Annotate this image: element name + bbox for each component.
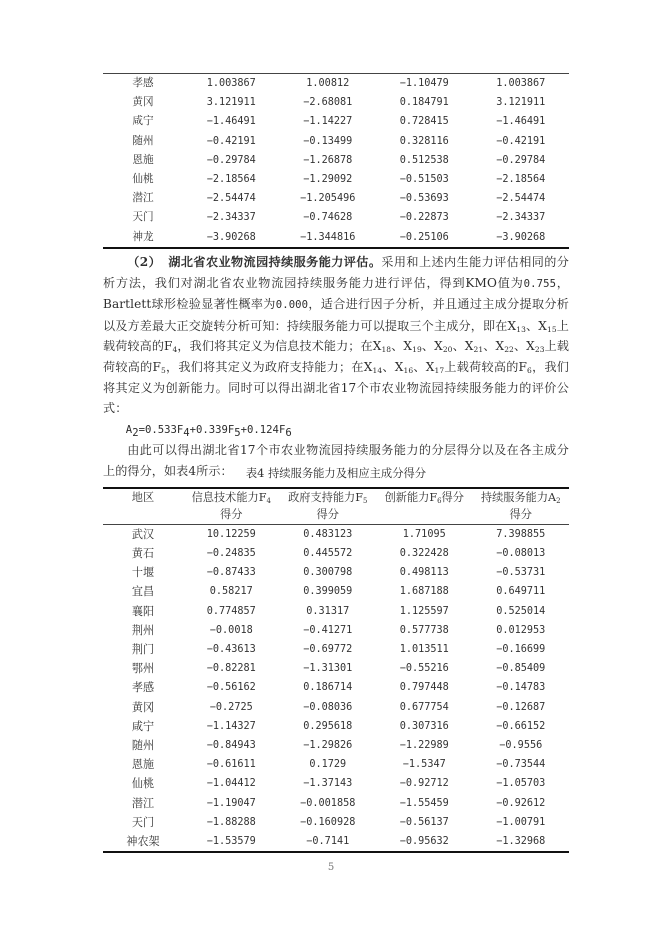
var-x19-sub: 19 bbox=[412, 345, 422, 355]
table-cell-value: −0.74628 bbox=[303, 212, 353, 224]
formula-lhs-sub: 2 bbox=[132, 426, 139, 439]
table-row bbox=[103, 112, 569, 131]
table-cell-value: −2.54474 bbox=[496, 193, 546, 205]
table-cell-value: 7.398855 bbox=[496, 528, 546, 540]
table-cell-value: −0.43613 bbox=[206, 644, 256, 656]
var-x21-sub: 21 bbox=[473, 345, 484, 355]
table-cell-value: 0.797448 bbox=[399, 682, 449, 694]
section-body-6: ，我们将其定义为信息技术能力；在X bbox=[177, 339, 382, 354]
formula-term1-sub: 4 bbox=[183, 426, 190, 439]
table-cell-value: −1.29826 bbox=[303, 740, 353, 752]
th-region: 地区 bbox=[131, 491, 155, 504]
kmo-value: 0.755 bbox=[523, 277, 557, 290]
evaluation-formula bbox=[103, 419, 569, 441]
sep-3: 、X bbox=[452, 339, 474, 354]
section-body-4: 、X bbox=[525, 318, 547, 333]
table-cell-value: 1.687188 bbox=[399, 586, 449, 598]
section-body-1: 采用和上述内生能力评估相同的分析方法，我们对湖北省农业物流园持续服务能力进行评估，得到KMO值为 bbox=[103, 255, 569, 290]
var-x18-sub: 18 bbox=[381, 345, 392, 355]
var-x15-sub: 15 bbox=[546, 324, 557, 334]
var-x16-sub: 16 bbox=[403, 366, 414, 376]
table-cell-region: 襄阳 bbox=[131, 604, 155, 618]
table-row bbox=[103, 813, 569, 832]
table-cell-value: 0.322428 bbox=[399, 548, 449, 560]
table-cell-value: −0.08036 bbox=[303, 701, 353, 713]
table-row bbox=[103, 582, 569, 601]
var-x22-sub: 22 bbox=[504, 345, 514, 355]
th-a2-sub: 2 bbox=[556, 496, 561, 505]
table-cell-region: 武汉 bbox=[131, 527, 155, 541]
table-cell-value: 1.003867 bbox=[496, 78, 546, 89]
table-cell-value: 10.12259 bbox=[206, 528, 256, 540]
table-row bbox=[103, 774, 569, 793]
section-body-7: 上载荷较高的F bbox=[103, 339, 570, 374]
table-4-block bbox=[103, 465, 569, 853]
table-cell-value: −1.46491 bbox=[496, 116, 546, 128]
section-body-10: ，我们将其定义为创新能力。同时可以得出湖北省17个市农业物流园持续服务能力的评价公式： bbox=[103, 359, 570, 416]
table-cell-value: −1.88288 bbox=[206, 816, 256, 828]
sep-4: 、X bbox=[483, 339, 505, 354]
table-cell-value: 0.399059 bbox=[303, 586, 353, 598]
table-row bbox=[103, 151, 569, 170]
table-cell-value: −1.29092 bbox=[303, 174, 353, 186]
table-cell-value: −1.26878 bbox=[303, 154, 353, 166]
table-cell-region: 咸宁 bbox=[131, 719, 155, 733]
table-cell-value: −1.5347 bbox=[402, 759, 446, 771]
table-cell-value: 0.58217 bbox=[209, 586, 253, 598]
table-cell-value: 0.577738 bbox=[399, 624, 449, 636]
table-cell-value: −0.160928 bbox=[300, 816, 356, 828]
table-4-bottom-rule bbox=[103, 851, 569, 853]
th-f4: 信息技术能力$F_4$ bbox=[191, 491, 271, 505]
table-row bbox=[103, 208, 569, 227]
table-cell-value: −1.14327 bbox=[206, 720, 256, 732]
table-cell-region: 宜昌 bbox=[131, 585, 155, 599]
table-row bbox=[103, 525, 569, 544]
table-cell-value: −2.68081 bbox=[303, 97, 353, 109]
table-cell-region: 黄冈 bbox=[131, 700, 155, 714]
table-row bbox=[103, 755, 569, 774]
table-cell-value: −0.95632 bbox=[399, 836, 449, 848]
table-4-header-row-2 bbox=[103, 506, 569, 523]
table-cell-region: 潜江 bbox=[131, 796, 155, 810]
table-cell-value: 0.525014 bbox=[496, 605, 546, 617]
th-f5-sub: 5 bbox=[362, 496, 368, 505]
table-cell-value: 0.728415 bbox=[399, 116, 449, 128]
table-cell-value: 1.71095 bbox=[402, 528, 446, 540]
table-cell-value: −1.37143 bbox=[303, 778, 353, 790]
table-cell-value: −0.42191 bbox=[496, 135, 546, 147]
table-cell-region: 潜江 bbox=[132, 192, 154, 205]
table-cell-value: 0.186714 bbox=[303, 682, 353, 694]
table-cell-value: 0.184791 bbox=[399, 97, 449, 109]
table-cell-value: −1.19047 bbox=[206, 797, 256, 809]
th-f5: 政府支持能力$F_5$ bbox=[288, 491, 368, 505]
section-2-block bbox=[103, 252, 569, 482]
table-cell-value: −0.7141 bbox=[306, 836, 350, 848]
table-cell-value: −0.53693 bbox=[399, 193, 449, 205]
table-cell-region: 黄石 bbox=[131, 547, 155, 561]
table-cell-value: −2.54474 bbox=[206, 193, 256, 205]
section-heading: 湖北省农业物流园持续服务能力评估 bbox=[168, 255, 369, 269]
table-4-header-grid bbox=[103, 489, 569, 524]
table-row bbox=[103, 640, 569, 659]
table-cell-value: 3.121911 bbox=[496, 97, 546, 109]
table-cell-value: 1.125597 bbox=[399, 605, 449, 617]
table-cell-value: −0.56162 bbox=[206, 682, 256, 694]
sep-2: 、X bbox=[421, 339, 443, 354]
var-x17-sub: 17 bbox=[434, 366, 445, 376]
th-f4-sub: 4 bbox=[266, 496, 271, 505]
table-cell-value: −0.73544 bbox=[496, 759, 546, 771]
sep-6: 、X bbox=[382, 359, 404, 374]
table-cell-value: −1.32968 bbox=[496, 836, 546, 848]
table-cell-value: 0.31317 bbox=[306, 605, 350, 617]
table-cell-value: −1.205496 bbox=[300, 193, 356, 205]
table-cell-value: −0.12687 bbox=[496, 701, 546, 713]
table-cell-value: −0.56137 bbox=[399, 816, 449, 828]
section-number: （2） bbox=[127, 255, 162, 269]
table-cell-value: −0.92612 bbox=[496, 797, 546, 809]
after-formula-paragraph: 由此可以得出湖北省17个市农业物流园持续服务能力的分层得分以及在各主成分上的得分，如表4所示： bbox=[103, 443, 569, 478]
table-row bbox=[103, 832, 569, 851]
table-cell-value: 0.012953 bbox=[496, 624, 546, 636]
table-cell-value: 0.498113 bbox=[399, 567, 449, 579]
var-x14-sub: 14 bbox=[372, 366, 383, 376]
table-cell-value: −2.18564 bbox=[206, 174, 256, 186]
table-cell-value: −1.344816 bbox=[300, 231, 356, 243]
table-cell-value: 0.328116 bbox=[399, 135, 449, 147]
table-cell-region: 神龙 bbox=[132, 230, 154, 243]
table-cell-region: 恩施 bbox=[132, 153, 154, 166]
table-row bbox=[103, 678, 569, 697]
table-row bbox=[103, 563, 569, 582]
table-row bbox=[103, 93, 569, 112]
table-cell-value: −0.42191 bbox=[206, 135, 256, 147]
table-cell-region: 恩施 bbox=[131, 758, 155, 772]
table-cell-value: 0.774857 bbox=[206, 605, 256, 617]
table-cell-value: −1.31301 bbox=[303, 663, 353, 675]
sep-5: 、X bbox=[513, 339, 535, 354]
table-row bbox=[103, 228, 569, 247]
table-cell-value: −0.16699 bbox=[496, 644, 546, 656]
table-row bbox=[103, 794, 569, 813]
th-f4-line2: 得分 bbox=[220, 508, 243, 522]
var-x13-sub: 13 bbox=[516, 324, 526, 334]
var-x23-sub: 23 bbox=[534, 345, 545, 355]
table-cell-value: −1.14227 bbox=[303, 116, 353, 128]
table-cell-value: −3.90268 bbox=[496, 231, 546, 243]
section-body-3: ，适合进行因子分析，并且通过主成分提取分析以及方差最大正交旋转分析可知：持续服务能力可以提取三个主成分，即在X bbox=[103, 297, 569, 333]
table-cell-value: −3.90268 bbox=[206, 231, 256, 243]
table-cell-region: 天门 bbox=[132, 211, 154, 224]
table-cell-value: −1.04412 bbox=[206, 778, 256, 790]
th-region-line2 bbox=[103, 506, 183, 523]
table-cell-value: −2.18564 bbox=[496, 174, 546, 186]
table-4-header-row-1 bbox=[103, 489, 569, 506]
table-cell-value: −0.55216 bbox=[399, 663, 449, 675]
table-4-body bbox=[103, 525, 569, 851]
table-cell-value: −0.53731 bbox=[496, 567, 546, 579]
table-cell-value: 0.307316 bbox=[399, 720, 449, 732]
table-cell-value: −0.29784 bbox=[496, 154, 546, 166]
table-cell-value: 0.677754 bbox=[399, 701, 449, 713]
formula-p1: +0.339F bbox=[189, 423, 235, 436]
table-cell-value: 0.483123 bbox=[303, 528, 353, 540]
table-cell-value: −0.82281 bbox=[206, 663, 256, 675]
table-cell-region: 仙桃 bbox=[132, 173, 154, 186]
formula-eq: =0.533F bbox=[138, 423, 184, 436]
table-3-continued-grid bbox=[103, 74, 569, 247]
table-4-body-grid bbox=[103, 525, 569, 851]
section-body-5: 上载荷较高的F bbox=[103, 318, 569, 354]
table-cell-value: −0.92712 bbox=[399, 778, 449, 790]
table-cell-value: −0.41271 bbox=[303, 624, 353, 636]
table-cell-value: −0.66152 bbox=[496, 720, 546, 732]
table-cell-value: 0.445572 bbox=[303, 548, 353, 560]
var-f6-sub: 6 bbox=[527, 366, 532, 376]
table-row bbox=[103, 659, 569, 678]
table-cell-value: 0.1729 bbox=[309, 759, 347, 771]
th-f5-line2: 得分 bbox=[316, 508, 339, 522]
formula-term3-sub: 6 bbox=[285, 426, 292, 439]
th-a2: 持续服务能力$A_2$ bbox=[480, 491, 561, 505]
table-cell-value: −0.14783 bbox=[496, 682, 546, 694]
table-cell-value: −1.46491 bbox=[206, 116, 256, 128]
table-3-continued bbox=[103, 73, 569, 249]
section-2-paragraph bbox=[103, 252, 569, 419]
table-cell-region: 十堰 bbox=[131, 566, 155, 580]
table-cell-value: −0.85409 bbox=[496, 663, 546, 675]
table-cell-value: −0.22873 bbox=[399, 212, 449, 224]
table-cell-region: 随州 bbox=[132, 134, 154, 147]
table-cell-value: −0.29784 bbox=[206, 154, 256, 166]
section-body-8: ，我们将其定义为政府支持能力；在X bbox=[165, 359, 373, 374]
table-row bbox=[103, 698, 569, 717]
table-cell-value: −0.61611 bbox=[206, 759, 256, 771]
table-cell-value: −0.13499 bbox=[303, 135, 353, 147]
table-cell-region: 黄冈 bbox=[132, 96, 154, 109]
table-cell-value: −0.69772 bbox=[303, 644, 353, 656]
table-cell-value: −0.51503 bbox=[399, 174, 449, 186]
table-cell-value: −1.55459 bbox=[399, 797, 449, 809]
table-cell-region: 随州 bbox=[131, 739, 155, 753]
table-cell-value: 3.121911 bbox=[206, 97, 256, 109]
th-a2-line2: 得分 bbox=[509, 508, 532, 522]
table-row bbox=[103, 621, 569, 640]
table-cell-value: 0.512538 bbox=[399, 154, 449, 166]
table-cell-region: 咸宁 bbox=[132, 115, 154, 128]
table-cell-region: 荆门 bbox=[131, 643, 155, 657]
table-cell-value: −0.24835 bbox=[206, 548, 256, 560]
table-row bbox=[103, 189, 569, 208]
table-cell-value: −0.84943 bbox=[206, 740, 256, 752]
table-cell-value: 0.300798 bbox=[303, 567, 353, 579]
sep-7: 、X bbox=[413, 359, 435, 374]
section-body-2: ，Bartlett球形检验显著性概率为 bbox=[103, 275, 569, 312]
table-row bbox=[103, 544, 569, 563]
table-cell-value: −1.00791 bbox=[496, 816, 546, 828]
table-cell-region: 仙桃 bbox=[131, 777, 155, 791]
section-body-9: 上载荷较高的F bbox=[444, 359, 528, 374]
table-cell-value: −0.001858 bbox=[300, 797, 356, 809]
table-row bbox=[103, 132, 569, 151]
section-heading-terminator: 。 bbox=[368, 255, 382, 269]
formula-p2: +0.124F bbox=[240, 423, 286, 436]
var-x20-sub: 20 bbox=[442, 345, 453, 355]
table-row bbox=[103, 717, 569, 736]
table-cell-value: 0.649711 bbox=[496, 586, 546, 598]
table-cell-value: −2.34337 bbox=[206, 212, 256, 224]
table-bottom-rule bbox=[103, 247, 569, 249]
var-f4-sub: 4 bbox=[172, 345, 178, 355]
th-f6-sub: 6 bbox=[437, 496, 442, 505]
table-cell-region: 神农架 bbox=[126, 835, 160, 849]
table-cell-value: −0.0018 bbox=[209, 624, 253, 636]
formula-term2-sub: 5 bbox=[234, 426, 241, 439]
table-cell-value: −2.34337 bbox=[496, 212, 546, 224]
table-3-continued-body bbox=[103, 74, 569, 247]
th-f6: 创新能力$F_6$得分 bbox=[384, 491, 464, 505]
table-row bbox=[103, 74, 569, 93]
table-cell-value: −0.25106 bbox=[399, 231, 449, 243]
table-4-caption: 表4 持续服务能力及相应主成分得分 bbox=[245, 467, 427, 480]
th-f6-line2 bbox=[376, 506, 473, 523]
table-cell-value: −1.10479 bbox=[399, 78, 449, 89]
table-cell-region: 鄂州 bbox=[131, 662, 155, 676]
table-cell-value: −0.2725 bbox=[209, 701, 253, 713]
formula-lhs: A bbox=[125, 423, 133, 436]
table-cell-value: 0.295618 bbox=[303, 720, 353, 732]
var-f5-sub: 5 bbox=[160, 366, 166, 376]
table-cell-value: 1.00812 bbox=[306, 78, 350, 89]
table-cell-value: −0.08013 bbox=[496, 548, 546, 560]
table-cell-value: −0.9556 bbox=[499, 740, 543, 752]
sep-1: 、X bbox=[391, 339, 413, 354]
table-cell-value: −0.87433 bbox=[206, 567, 256, 579]
table-cell-value: −1.05703 bbox=[496, 778, 546, 790]
table-cell-value: 1.003867 bbox=[206, 78, 256, 89]
table-cell-value: −1.22989 bbox=[399, 740, 449, 752]
significance-value: 0.000 bbox=[275, 299, 309, 312]
table-row bbox=[103, 736, 569, 755]
table-row bbox=[103, 602, 569, 621]
table-cell-region: 荆州 bbox=[131, 623, 155, 637]
table-row bbox=[103, 170, 569, 189]
table-cell-region: 天门 bbox=[131, 815, 155, 829]
page-number: 5 bbox=[327, 862, 335, 873]
table-cell-region: 孝感 bbox=[131, 681, 155, 695]
table-cell-region: 孝感 bbox=[132, 77, 154, 89]
table-cell-value: −1.53579 bbox=[206, 836, 256, 848]
table-cell-value: 1.013511 bbox=[399, 644, 449, 656]
